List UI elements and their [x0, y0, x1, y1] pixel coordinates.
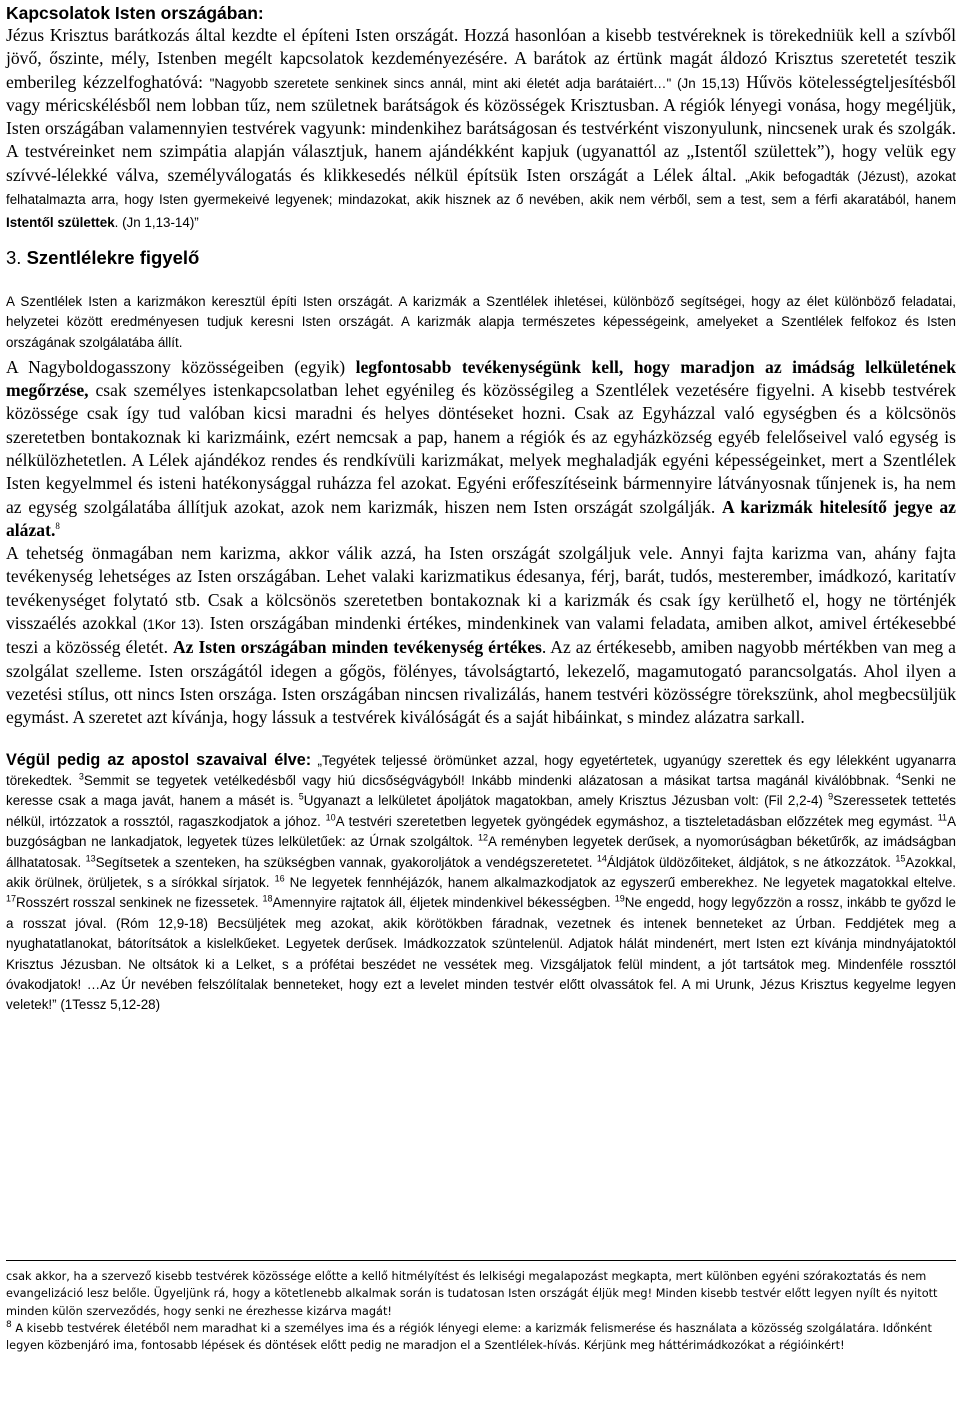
p3-text-a: A tehetség önmagában nem karizma, akkor válik azzá, ha Isten országát szolgáljuk vele. Annyi fajta karizma van, ahány fajta tevékenység lehetséges az Isten országában. Lehet valaki karizmatikus édesanya, férj, barát, tudós, mesterember, imádkozó, karitatív tevékenységet folytató stb. Csak a kölcsönös szeretetben bontakoznak ki a karizmák és csak így kerülhető el, hogy ne történjék visszaélés azokkal — [6, 543, 956, 634]
p3-text-b: Isten országában mindenki értékes, mindenkinek van valami feladata, amiben alkot, amivel értékesebbé teszi a közösség életét. — [6, 613, 956, 658]
verse-16: 16 — [274, 873, 285, 884]
closing-t13: Segítsetek a szenteken, ha szükségben vannak, gyakoroljátok a vendégszeretetet. — [95, 854, 597, 870]
section-3-paragraph-3 — [6, 542, 956, 729]
p2-text-a: A Nagyboldogasszony közösségeiben (egyik) — [6, 356, 356, 377]
document-page — [6, 2, 956, 1016]
p3-ref: (1Kor 13). — [142, 617, 204, 633]
closing-t1: „Tegyétek teljessé örömünket azzal, hogy egyetértetek, ugyanúgy szerettek és egy lélekként ugyanarra törekedtek. — [6, 752, 956, 788]
footnote-divider — [6, 1260, 956, 1261]
closing-t18: Amennyire rajtatok áll, éljetek mindenkivel békességben. — [272, 895, 615, 911]
closing-t10: A testvéri szeretetben legyetek gyöngédek egymáshoz, a tiszteletadásban előzzétek meg egymást. — [335, 813, 938, 829]
verse-4: 4 — [895, 771, 901, 782]
footnote-8 — [6, 1320, 946, 1355]
p2-bold-d: A karizmák hitelesítő jegye az alázat. — [6, 496, 956, 540]
verse-9: 9 — [828, 791, 834, 802]
p2-text-c: csak személyes istenkapcsolatban lehet egyénileg és közösségileg a Szentlélek vezetésére figyelni. A kisebb testvérek közössége csak így tud valóban kicsi maradni és helyes döntéseket hozni. Csak az Egyházzal való egységben és a kölcsönös szeretetben bontakoznak ki karizmáink, ezért nemcsak a pap, hanem a régiók és az egyházközség egyéb felelőseivel való egység is nélkülözhetetlen. A Lélek ajándékoz rendes és rendkívüli karizmákat, melyek meghaladják egyéni képességeinket, mert a Szentlélek Isten kegyelmmel és isteni hatékonysággal ruházza fel azokat. Egyéni erőfeszítéseink bármennyire látványosnak tűnjenek is, ha nem az egység szolgálatába állítjuk azokat, azok nem karizmák, hiszen nem Isten országát szolgálják. — [6, 380, 956, 517]
footnote-8-number: 8 — [6, 1320, 12, 1331]
intro-paragraph — [6, 24, 956, 234]
closing-t19: Ne engedd, hogy legyőzzön a rossz, inkább te győzd le a rosszat jóval. (Róm 12,9-18) Becsüljétek meg azokat, akik körötökben fáradnak, vezetnek és intenek benneteket az Úrban. Feddjétek meg a nyughatatlanokat, bátorítsátok a kislelkűeket. Legyetek derűsek. Imádkozzatok szüntelenül. Adjatok hálát mindenért, mert Isten ezt kívánja mindnyájatoktól Krisztus Jézusban. Ne oltsátok ki a Lelket, s a prófétai beszédet ne vessétek meg. Vizsgáljatok felül mindent, a jót tartsátok meg. Mindenféle rossztól óvakodjatok! …Az Úr nevében felszólítalak benneteket, hogy ezt a levelet minden testvér előtt olvassátok fel. A mi Urunk, Jézus Krisztus kegyelme legyen veletek!” (1Tessz 5,12-28) — [6, 895, 956, 1013]
verse-10: 10 — [325, 812, 336, 823]
intro-text-2: Hűvös kötelességteljesítésből vagy méricskélésből nem lobban tűz, nem születnek barátságok és közösségek Krisztusban. A régiók lényegi vonása, hogy megéljük, Isten országában valamennyien testvérek vagyunk: mindenkihez barátságosan és testvérként viszonyulunk, nincsenek urak és szolgák. A testvéreinket nem szimpátia alapján választjuk, hanem ajándékként kapjuk (ugyanattól az „Istentől születtek”), hogy velük egy szívvé-lélekké válva, személyválogatás és klikkesedés nélkül építsük Isten országát a Lélek által. — [6, 71, 957, 185]
verse-12: 12 — [478, 832, 489, 843]
section-3-number: 3. — [6, 246, 22, 268]
intro-quote-2a: „Akik befogadták (Jézust), azokat felhatalmazta arra, hogy Isten gyermekeivé legyenek; mindazokat, akik hisznek az ő nevében, akik nem vérből, sem a test, sem a férfi akaratából, hanem — [6, 168, 956, 208]
verse-11: 11 — [937, 812, 948, 823]
section-3-paragraph-1: A Szentlélek Isten a karizmákon keresztül építi Isten országát. A karizmák a Szentlélek ihletései, különböző segítségei, hogy az élet különböző feladatai, helyzetei között eredményesen tudjuk keresni Isten országát. A karizmák alapja természetes képességeink, amelyeket a Szentlélek felfokoz és Isten országának szolgálatába állít. — [6, 293, 956, 351]
intro-quote-2b: Istentől születtek — [6, 215, 115, 231]
verse-17: 17 — [6, 893, 17, 904]
closing-paragraph — [6, 750, 956, 1016]
closing-t17: Rosszért rosszal senkinek ne fizessetek. — [16, 895, 263, 911]
section-3-title: Szentlélekre figyelő — [26, 246, 200, 268]
verse-19: 19 — [614, 893, 625, 904]
intro-quote-1: "Nagyobb szeretete senkinek sincs annál, mint aki életét adja barátaiért…" (Jn 15,13) — [209, 75, 740, 91]
verse-5: 5 — [298, 791, 304, 802]
footnote-ref-8: 8 — [55, 521, 60, 531]
closing-t5: Ugyanazt a lelkületet ápoljátok magatokban, amely Krisztus Jézusban volt: (Fil 2,2-4) — [303, 793, 829, 809]
verse-15: 15 — [895, 853, 906, 864]
footnotes — [6, 1268, 946, 1354]
verse-18: 18 — [262, 893, 273, 904]
section-3-heading — [6, 246, 956, 270]
section-3-paragraph-2 — [6, 356, 956, 542]
footnote-continuation: csak akkor, ha a szervező kisebb testvérek közössége előtte a kellő hitmélyítést és lelkiségi megalapozást megkapta, mert különben egyéni szórakoztatás és nem evangelizáció lesz belőle. Ügyeljünk rá, hogy a kötetlenebb alkalmak során is tudatosan Isten országát éljük meg! Minden kisebb testvér előtt legyen nyílt és nyitott minden külön szerveződés, hogy senki ne érezhesse kizárva magát! — [6, 1270, 938, 1318]
p2-bold-b: legfontosabb tevékenységünk kell, hogy maradjon az imádság lelkületének megőrzése, — [6, 356, 956, 401]
closing-t14: Áldjátok üldözőiteket, áldjátok, s ne átkozzátok. — [606, 854, 896, 870]
p3-text-d: . Az az értékesebb, amiben nagyobb mértékben van meg a szolgálat szelleme. Isten országától idegen a gőgös, fölényes, távolságtartó, lekezelő, magamutogató parancsolgatás. Ahol ilyen a vezetési stílus, ott nincs Isten országa. Isten országában nincsen rivalizálás, hanem testvéri közösségre törekszünk, ahol megbecsüljük egymást. A szeretet azt kívánja, hogy lássuk a testvérek kiválóságát és a saját hibáinkat, s mindez alázatra sarkall. — [6, 637, 956, 728]
closing-t9: Szeressetek tettetés nélkül, irtózzatok a rossztól, ragaszkodjatok a jóhoz. — [6, 793, 956, 829]
intro-text-1: Jézus Krisztus barátkozás által kezdte el építeni Isten országát. Hozzá hasonlóan a kisebb testvéreknek is törekedniük kell a szívből jövő, őszinte, mély, Istenben megélt kapcsolatok kezdeményezésére. A barátok az értünk magát áldozó Krisztus szeretetét teszik emberileg kézzelfoghatóvá: — [6, 25, 956, 92]
closing-t4: Senki ne keresse csak a maga javát, hanem a másét is. — [6, 772, 956, 809]
section-heading: Kapcsolatok Isten országában: — [6, 3, 264, 23]
footnote-8-text: A kisebb testvérek életéből nem maradhat ki a személyes ima és a régiók lényegi eleme: a karizmák felismerése és használata a közösség szolgálatára. Időnként legyen közbenjáró ima, fontosabb lépések és döntések előtt pedig ne maradjon el a Szentlélek-hívás. Kérjünk meg háttérimádkozókat a régióinkért! — [6, 1321, 932, 1353]
closing-t16: Ne legyetek fennhéjázók, hanem alkalmazkodjatok az egyszerű emberekhez. Ne legyetek magatokkal eltelve. — [284, 874, 956, 890]
closing-t12: A reményben legyetek derűsek, a nyomorúságban béketűrők, az imádságban állhatatosak. — [6, 834, 956, 870]
intro-quote-2c: . (Jn 1,13-14)” — [114, 215, 199, 231]
closing-t15: Azokkal, akik örülnek, örüljetek, s a sírókkal sírjatok. — [6, 854, 957, 890]
verse-13: 13 — [85, 853, 96, 864]
verse-3: 3 — [78, 771, 84, 782]
closing-t3: Semmit se tegyetek vetélkedésből vagy hiú dicsőségvágyból! Inkább mindenki alázatosan a másikat tartsa magánál kiválóbbnak. — [83, 772, 896, 788]
verse-14: 14 — [596, 853, 607, 864]
closing-t11: A buzgóságban ne lankadjatok, legyetek tüzes lelkületűek: az Úrnak szolgáltok. — [6, 813, 956, 850]
closing-lead: Végül pedig az apostol szavaival élve: — [6, 750, 312, 769]
p3-bold-c: Az Isten országában minden tevékenység értékes — [172, 637, 542, 658]
